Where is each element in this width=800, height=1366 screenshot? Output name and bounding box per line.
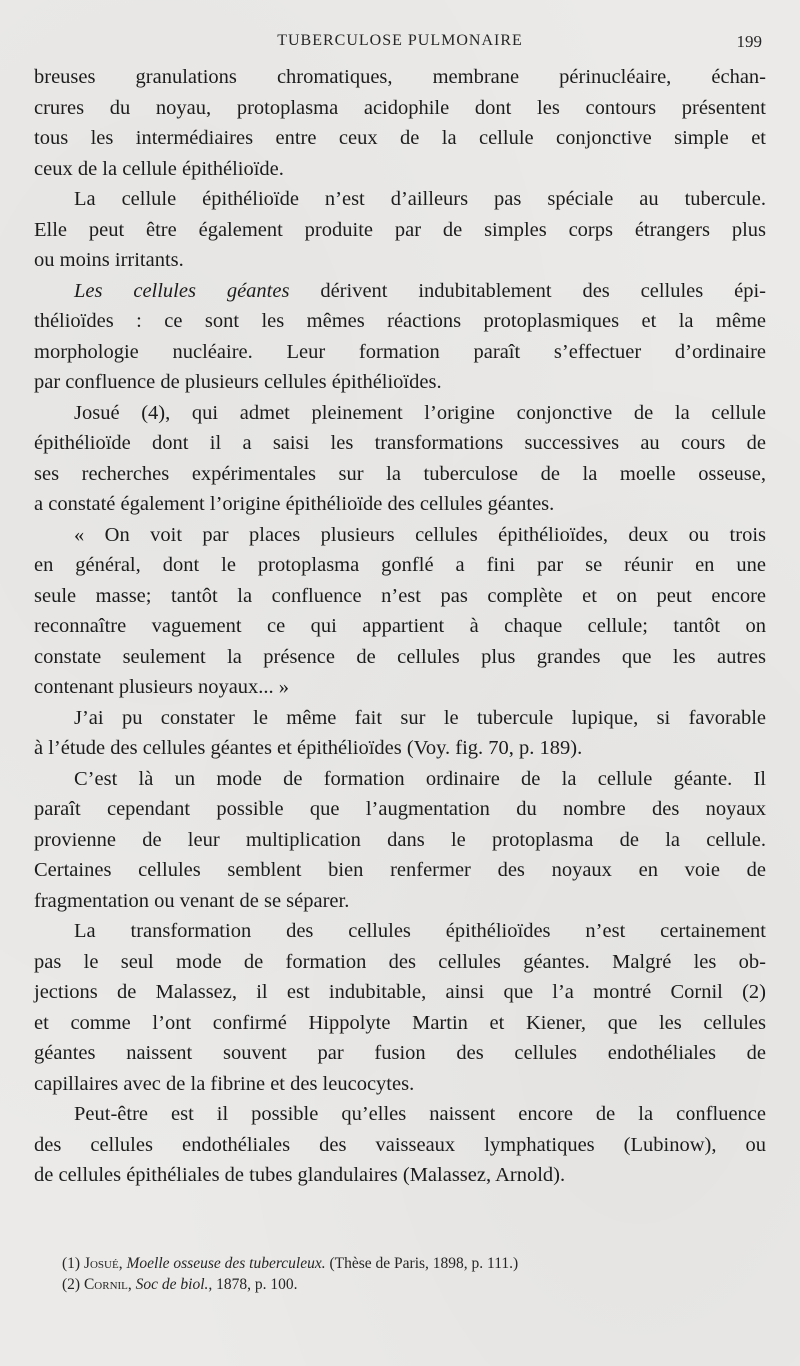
text-line: crures du noyau, protoplasma acidophile dont les contours présentent: [34, 96, 766, 119]
paragraph: [34, 1099, 766, 1191]
quotation: [34, 520, 766, 703]
page-number: 199: [736, 32, 762, 51]
text-line: en général, dont le protoplasma gonflé a fini par se réunir en une: [34, 554, 766, 576]
text-line: « On voit par places plusieurs cellules épithélioïdes, deux ou trois: [74, 523, 766, 546]
footnote-1: [62, 1253, 712, 1274]
paragraph: [34, 398, 766, 520]
text-line: épithélioïde dont il a saisi les transformations successives au cours de: [34, 432, 766, 454]
text-line: J’ai pu constater le même fait sur le tubercule lupique, si favorable: [74, 706, 766, 729]
text-line: tous les intermédiaires entre ceux de la cellule conjonctive simple et: [34, 127, 766, 149]
text-line: a constaté également l’origine épithélioïde des cellules géantes.: [34, 493, 555, 515]
text-line: provienne de leur multiplication dans le protoplasma de la cellule.: [34, 828, 766, 851]
text-line: La cellule épithélioïde n’est d’ailleurs pas spéciale au tubercule.: [74, 188, 766, 210]
paragraph: [34, 703, 766, 764]
italic-term: Les cellules géantes: [74, 279, 290, 302]
text-line: C’est là un mode de formation ordinaire de la cellule géante. Il: [74, 767, 766, 790]
text-line: Peut-être est il possible qu’elles naissent encore de la confluence: [74, 1103, 766, 1125]
footnotes: [62, 1253, 712, 1295]
text-line: ou moins irritants.: [34, 249, 184, 271]
paragraph: [34, 764, 766, 917]
text-line: ceux de la cellule épithélioïde.: [34, 157, 284, 180]
footnote-author: Cornil,: [83, 1276, 132, 1293]
text-fragment: dérivent indubitablement des cellules épi-: [289, 279, 766, 302]
footnote-2: [62, 1274, 712, 1295]
text-line: Elle peut être également produite par de simples corps étrangers plus: [34, 218, 766, 241]
footnote-title: Moelle osseuse des tuberculeux.: [126, 1255, 326, 1272]
text-line: morphologie nucléaire. Leur formation paraît s’effectuer d’ordinaire: [34, 340, 766, 363]
footnote-rest: 1878, p. 100.: [216, 1276, 298, 1293]
text-line: constate seulement la présence de cellules plus grandes que les autres: [34, 645, 766, 668]
text-line: par confluence de plusieurs cellules épithélioïdes.: [34, 371, 442, 393]
text-line: ses recherches expérimentales sur la tuberculose de la moelle osseuse,: [34, 462, 766, 485]
text-line: géantes naissent souvent par fusion des cellules endothéliales de: [34, 1042, 766, 1064]
running-title: TUBERCULOSE PULMONAIRE: [277, 32, 523, 49]
paragraph: [34, 184, 766, 276]
text-line: [34, 276, 766, 307]
text-line: de cellules épithéliales de tubes glandulaires (Malassez, Arnold).: [34, 1164, 566, 1186]
text-line: à l’étude des cellules géantes et épithélioïdes (Voy. fig. 70, p. 189).: [34, 737, 583, 759]
footnote-rest: (Thèse de Paris, 1898, p. 111.): [329, 1255, 519, 1272]
text-line: fragmentation ou venant de se séparer.: [34, 889, 350, 912]
body-text: [34, 62, 766, 1191]
footnote-marker: (2): [62, 1276, 81, 1293]
text-line: reconnaître vaguement ce qui appartient à chaque cellule; tantôt on: [34, 615, 766, 637]
text-line: jections de Malassez, il est indubitable, ainsi que l’a montré Cornil (2): [34, 981, 766, 1003]
footnote-author: Josué,: [83, 1255, 123, 1272]
text-line: des cellules endothéliales des vaisseaux lymphatiques (Lubinow), ou: [34, 1133, 766, 1156]
paragraph: [34, 916, 766, 1099]
text-line: et comme l’ont confirmé Hippolyte Martin et Kiener, que les cellules: [34, 1011, 766, 1034]
paragraph: [34, 276, 766, 398]
paragraph: [34, 62, 766, 184]
text-line: breuses granulations chromatiques, membrane périnucléaire, échan-: [34, 66, 766, 88]
text-line: capillaires avec de la fibrine et des leucocytes.: [34, 1072, 415, 1095]
footnote-marker: (1): [62, 1255, 81, 1272]
text-line: thélioïdes : ce sont les mêmes réactions protoplasmiques et la même: [34, 310, 766, 332]
text-line: La transformation des cellules épithélioïdes n’est certainement: [74, 920, 766, 942]
running-head: [0, 32, 800, 56]
text-line: Certaines cellules semblent bien renfermer des noyaux en voie de: [34, 859, 766, 881]
text-line: paraît cependant possible que l’augmentation du nombre des noyaux: [34, 798, 766, 820]
text-line: contenant plusieurs noyaux... »: [34, 676, 290, 698]
text-line: seule masse; tantôt la confluence n’est pas complète et on peut encore: [34, 584, 766, 607]
text-line: Josué (4), qui admet pleinement l’origine conjonctive de la cellule: [74, 401, 766, 424]
text-line: pas le seul mode de formation des cellules géantes. Malgré les ob-: [34, 950, 766, 973]
footnote-title: Soc de biol.,: [135, 1276, 213, 1293]
